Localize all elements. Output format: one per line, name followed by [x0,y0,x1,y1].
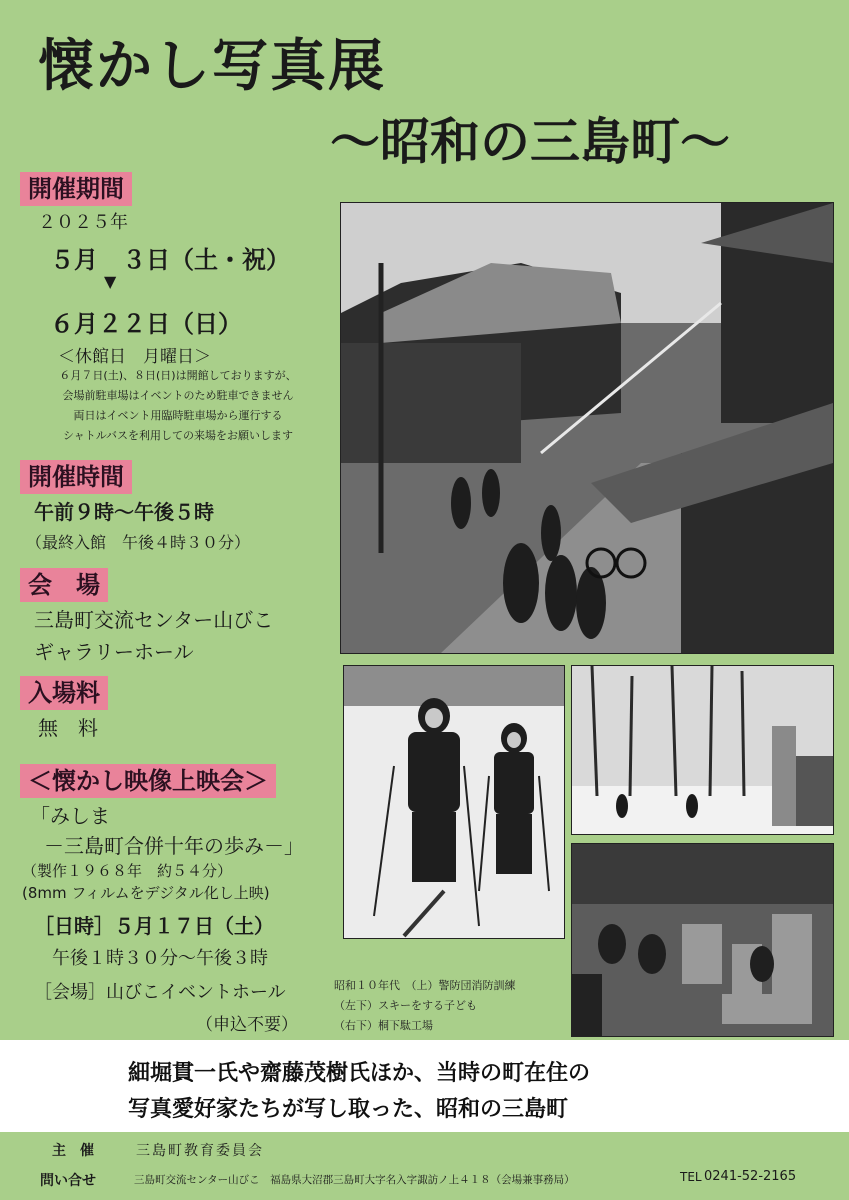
venue-line2: ギャラリーホール [34,640,194,664]
period-note: シャトルバスを利用しての来場をお願いします [62,429,293,442]
poster-subtitle: ～昭和の三島町～ [330,113,730,171]
period-start: ５月 ３日（土・祝） [50,246,290,274]
fee-label: 入場料 [20,676,108,710]
screening-time: 午後１時３０分～午後３時 [52,948,268,969]
hours-time: 午前９時～午後５時 [34,500,214,524]
period-notes [18,366,338,446]
host-name: 三島町教育委員会 [136,1143,264,1159]
tel-number: 0241-52-2165 [704,1169,797,1184]
contact-label: 問い合せ [40,1173,96,1189]
caption-line: （左下）スキーをする子ども [334,999,477,1012]
period-note: ６月７日(土)、８日(日)は開館しておりますが、 [59,369,297,382]
photo-snow-forest [571,665,834,835]
contact-address: 三島町交流センター山びこ 福島県大沼郡三島町大字名入字諏訪ノ上４１８（会場兼事務局） [134,1174,575,1186]
caption-line: 昭和１０年代 （上）警防団消防訓練 [334,979,516,992]
period-end: ６月２２日（日） [50,310,242,338]
screening-title2: －三島町合併十年の歩み－」 [44,834,304,858]
screening-place: ［会場］山びこイベントホール [34,982,286,1003]
hours-last-entry: （最終入館 午後４時３０分） [26,533,251,552]
lead-line1: 細堀貫一氏や齋藤茂樹氏ほか、当時の町在住の [128,1061,591,1086]
photo-skiing-children [343,665,565,939]
screening-date: ［日時］５月１７日（土） [34,914,274,938]
hours-label: 開催時間 [20,460,132,494]
period-arrow: ▼ [104,272,117,291]
period-note: 両日はイベント用臨時駐車場から運行する [73,409,283,422]
geta-factory-illustration [572,844,833,1036]
lead-band [0,1040,849,1132]
photo-geta-factory [571,843,834,1037]
screening-production: （製作１９６８年 約５４分） [22,862,233,880]
venue-line1: 三島町交流センター山びこ [34,608,274,632]
snow-forest-illustration [572,666,833,834]
footer [0,1132,849,1200]
caption-line: （右下）桐下駄工場 [334,1019,433,1032]
host-label: 主 催 [52,1143,94,1159]
screening-title1: 「みしま [30,804,110,828]
period-note: 会場前駐車場はイベントのため駐車できません [62,389,294,402]
screening-label: ＜懐かし映像上映会＞ [20,764,276,798]
fire-drill-illustration [341,203,833,653]
closed-day: ＜休館日 月曜日＞ [58,347,211,367]
tel-label: TEL [680,1170,702,1184]
venue-label: 会 場 [20,568,108,602]
skiing-children-illustration [344,666,564,938]
screening-format: (8mm フィルムをデジタル化し上映) [22,884,270,902]
period-year: ２０２５年 [38,212,128,233]
screening-apply: （申込不要） [196,1015,298,1035]
photo-fire-drill [340,202,834,654]
period-label: 開催期間 [20,172,132,206]
lead-line2: 写真愛好家たちが写し取った、昭和の三島町 [128,1097,569,1122]
fee-value: 無 料 [38,716,98,740]
poster-title: 懐かし写真展 [38,34,386,99]
photo-captions [334,976,516,1036]
